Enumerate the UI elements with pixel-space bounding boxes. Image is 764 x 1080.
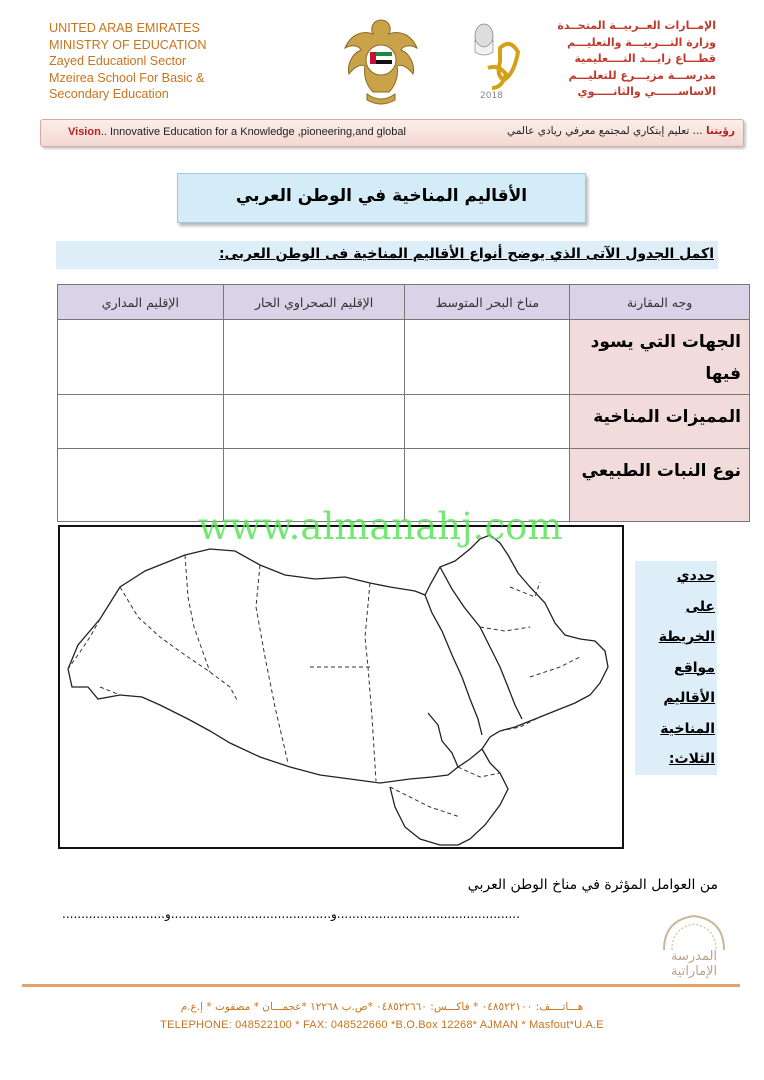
map-instruction-line: مواقع xyxy=(635,653,717,684)
answer-cell[interactable] xyxy=(223,320,405,395)
vision-english xyxy=(68,126,406,138)
header-arabic xyxy=(546,18,716,101)
watermark: www.almanahj.com xyxy=(198,505,563,548)
header-line: قطـــاع زايـــد التــــعليمية xyxy=(574,52,716,65)
vision-ar-text: ... تعليم إبتكاري لمجتمع معرفي ريادي عالمي xyxy=(506,125,706,137)
table-row xyxy=(58,395,750,449)
header-line: الإمــارات العــربيــة المتحــدة xyxy=(557,19,716,32)
school-logo-line: الإماراتية xyxy=(670,964,718,979)
row-header: الجهات التي يسود فيها xyxy=(570,320,750,395)
comparison-table xyxy=(57,284,750,522)
school-logo-line: المدرسة xyxy=(670,949,718,964)
answer-cell[interactable] xyxy=(58,320,224,395)
answer-cell[interactable] xyxy=(405,395,570,449)
header-line: Zayed Educationl Sector xyxy=(49,54,187,68)
title-box xyxy=(177,173,586,223)
vision-en-text: .. Innovative Education for a Knowledge ,pioneering,and global xyxy=(100,126,406,138)
header-line: وزارة التـــربيـــة والتعليـــم xyxy=(567,35,716,49)
map-instruction-line: حددي xyxy=(635,561,717,592)
row-header: نوع النبات الطبيعي xyxy=(570,449,750,522)
table-header-row xyxy=(58,285,750,320)
table-header: مناخ البحر المتوسط xyxy=(405,285,570,320)
zayed-year: 2018 xyxy=(480,91,503,101)
instruction-text: اكمل الجدول الآتى الذي يوضح أنواع الأقاليم المناخية فى الوطن العربى: xyxy=(218,246,714,262)
header-line: MINISTRY OF EDUCATION xyxy=(49,37,207,52)
answer-cell[interactable] xyxy=(223,395,405,449)
vision-ar-label: رؤيتنا xyxy=(705,125,735,137)
vision-banner xyxy=(40,119,744,147)
map-instruction-line: المناخية xyxy=(635,714,717,745)
factors-question: من العوامل المؤثرة في مناخ الوطن العربي xyxy=(467,877,718,893)
map-outline-icon xyxy=(60,527,622,847)
page-title: الأقاليم المناخية في الوطن العربي xyxy=(235,186,528,206)
year-of-zayed-logo-icon xyxy=(470,18,528,104)
vision-en-label: Vision xyxy=(68,126,101,138)
map-instruction-line: على xyxy=(635,592,717,623)
school-logo-icon xyxy=(654,912,734,980)
row-header: المميزات المناخية xyxy=(570,395,750,449)
map-instruction-line: الثلاث: xyxy=(635,744,717,775)
table-header: الإقليم المداري xyxy=(58,285,224,320)
header-english xyxy=(49,20,279,103)
map-instruction-line: الخريطة xyxy=(635,622,717,653)
header-line: UNITED ARAB EMIRATES xyxy=(49,21,200,35)
answer-cell[interactable] xyxy=(58,395,224,449)
header-line: Secondary Education xyxy=(49,87,169,101)
table-header: الإقليم الصحراوي الحار xyxy=(223,285,405,320)
arab-world-map xyxy=(58,525,624,849)
vision-arabic xyxy=(507,125,735,137)
answer-line[interactable]: ...........................و..........................................و................................................ xyxy=(62,907,520,921)
uae-emblem-icon xyxy=(343,14,419,110)
table-row xyxy=(58,320,750,395)
instruction-bar xyxy=(56,241,718,269)
table-header: وجه المقارنة xyxy=(570,285,750,320)
footer-divider xyxy=(22,984,740,987)
map-instruction-line: الأقاليم xyxy=(635,683,717,714)
header-line: مدرســـة مزيـــرع للتعليـــم xyxy=(568,68,716,82)
footer-arabic: هـــاتــــف: ٠٤٨٥٢٢١٠٠ * فاكـــس: ٠٤٨٥٢٢٦٦٠ *ص.ب ١٢٢٦٨ *عجمـــان * مصفوت * إ.ع.م xyxy=(180,1001,584,1013)
footer-english: TELEPHONE: 048522100 * FAX: 048522660 *B.O.Box 12268* AJMAN * Masfout*U.A.E xyxy=(160,1019,604,1031)
answer-cell[interactable] xyxy=(405,320,570,395)
header-line: Mzeirea School For Basic & xyxy=(49,70,205,85)
map-instruction xyxy=(635,561,717,775)
header-line: الاساســــــي والثانـــــوي xyxy=(577,85,716,98)
